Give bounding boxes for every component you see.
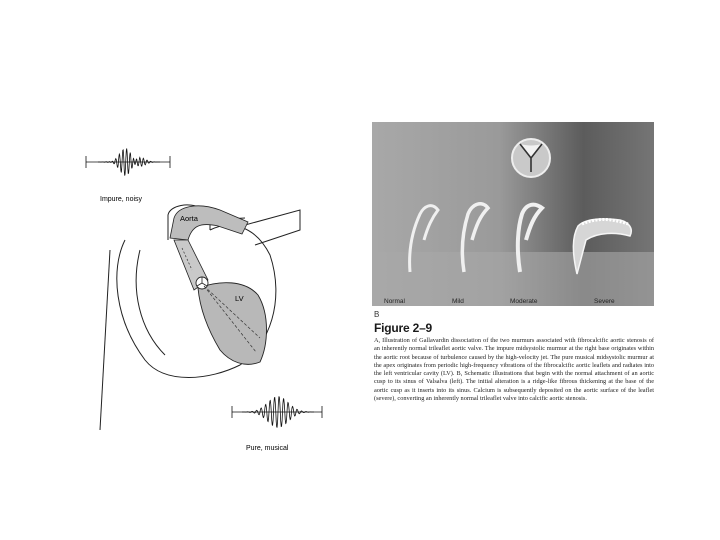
stage-label-moderate: Moderate	[510, 298, 538, 305]
stage-label-severe: Severe	[594, 298, 615, 305]
wave-top-label: Impure, noisy	[100, 196, 143, 203]
lv-label: LV	[235, 294, 244, 303]
trileaflet-valve-icon	[512, 139, 550, 177]
figure-caption	[372, 310, 654, 403]
aorta-label: Aorta	[180, 214, 198, 223]
pure-musical-waveform	[232, 397, 322, 427]
stage-label-normal: Normal	[384, 298, 405, 305]
caption-panel-letter: B	[374, 310, 380, 319]
panel-a-heart-illustration	[70, 130, 360, 470]
figure-title: Figure 2–9	[374, 321, 433, 335]
left-ventricle-shape	[198, 283, 267, 365]
caption-body: A, Illustration of Gallavardin dissociation of the two murmurs associated with fibrocalcific aortic stenosis of an inherently normal trileaflet aortic valve. The impure midsystolic murmur at the right base originates within the aortic root because of turbulence caused by the high-velocity jet. The pure musical midsystolic murmur at the apex originates from periodic high-frequency vibrations of the fibrocalcific aortic leaflets and radiates into the left ventricular cavity (LV). B, Schematic illustrations that begin with the normal attachment of an aortic cusp to its sinus of Valsalva (left). The initial alteration is a ridge-like fibrous thickening at the base of the aortic cusp as it inserts into its sinus. Calcium is subsequently deposited on the aortic surface of the leaflet (severe), converting an inherently normal trileaflet valve into calcific aortic stenosis.	[374, 337, 654, 403]
heart-outline	[100, 205, 300, 430]
heart-drawing	[70, 130, 360, 470]
panel-b-cusp-schematic	[372, 122, 654, 306]
stage-label-mild: Mild	[452, 298, 464, 305]
cusp-schematic-drawing	[372, 122, 654, 306]
wave-bottom-label: Pure, musical	[246, 445, 289, 452]
impure-noisy-waveform	[86, 149, 170, 176]
